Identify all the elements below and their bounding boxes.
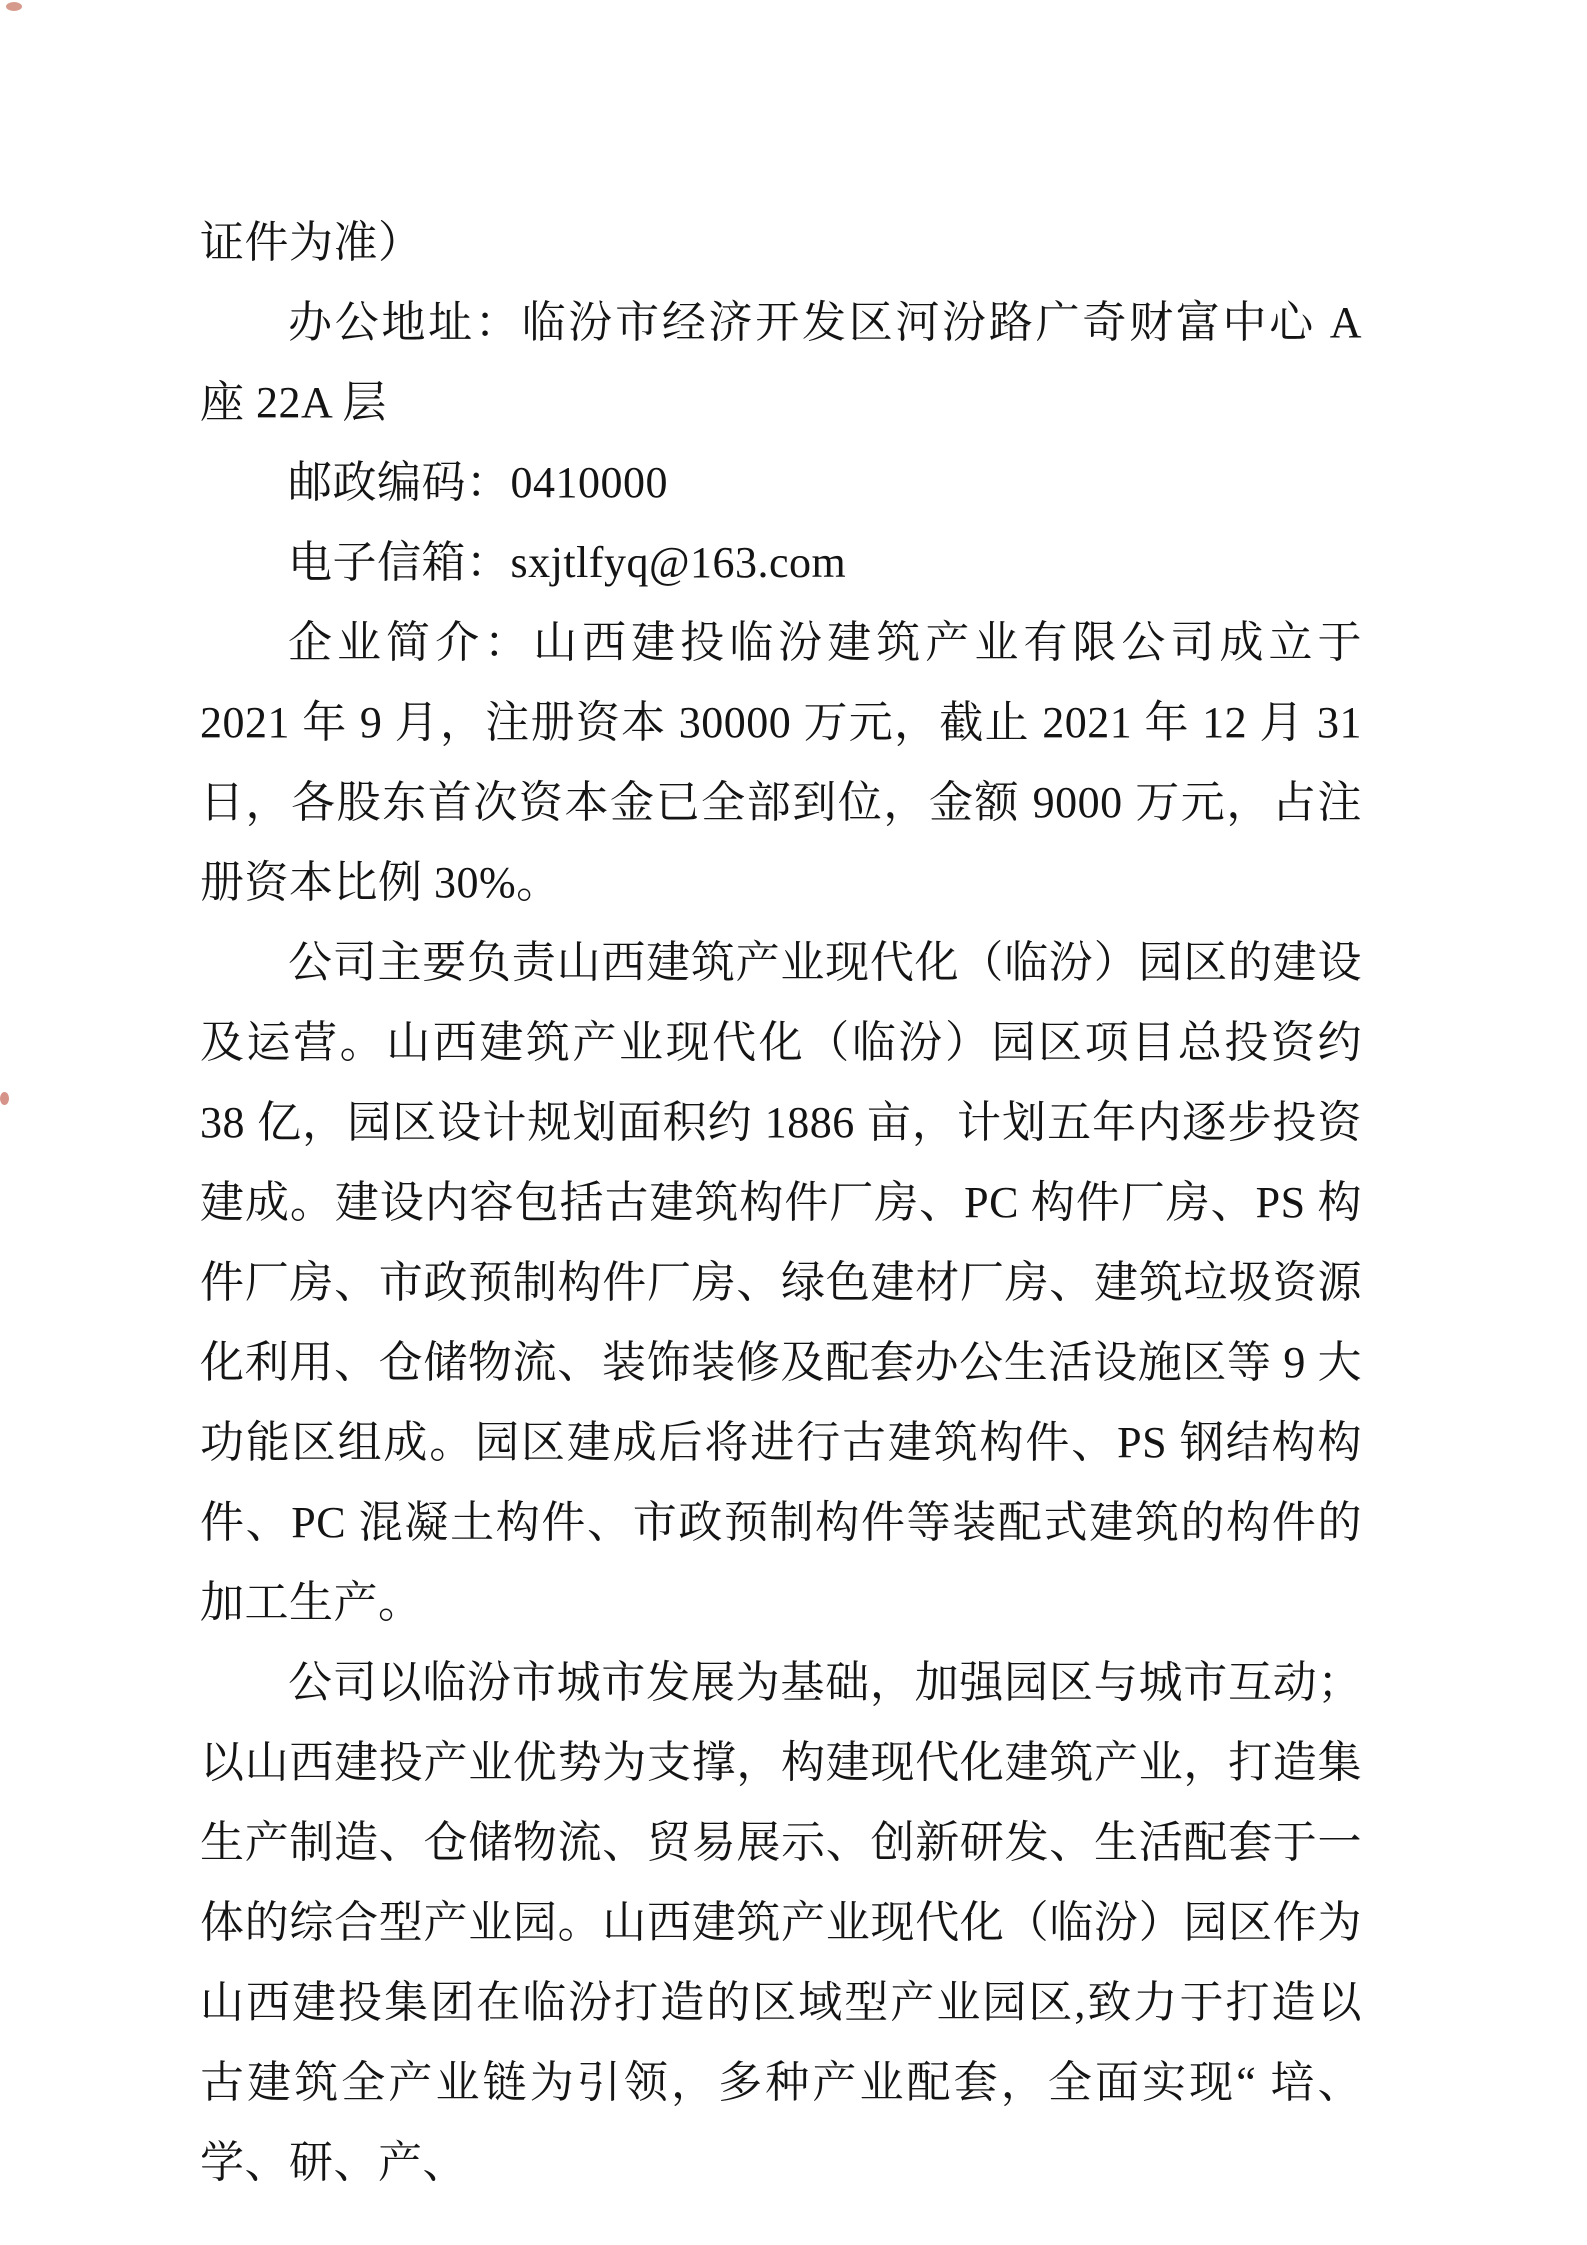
paragraph: 企业简介：山西建投临汾建筑产业有限公司成立于 2021 年 9 月，注册资本 30000 万元，截止 2021 年 12 月 31 日，各股东首次资本金已全部到位，金额 9000 万元，占注册资本比例 30%。 xyxy=(200,618,1362,907)
paragraph: 邮政编码：0410000 xyxy=(288,458,668,507)
paragraph: 证件为准） xyxy=(200,218,423,267)
scan-artifact-top-left xyxy=(6,2,22,11)
document-body xyxy=(200,203,1362,2203)
scan-artifact-left-edge xyxy=(0,1092,9,1105)
paragraph: 电子信箱：sxjtlfyq@163.com xyxy=(288,538,847,587)
paragraph: 公司主要负责山西建筑产业现代化（临汾）园区的建设及运营。山西建筑产业现代化（临汾）园区项目总投资约 38 亿，园区设计规划面积约 1886 亩，计划五年内逐步投资建成。建设内容包括古建筑构件厂房、PC 构件厂房、PS 构件厂房、市政预制构件厂房、绿色建材厂房、建筑垃圾资源化利用、仓储物流、装饰装修及配套办公生活设施区等 9 大功能区组成。园区建成后将进行古建筑构件、PS 钢结构构件、PC 混凝土构件、市政预制构件等装配式建筑的构件的加工生产。 xyxy=(200,938,1362,1627)
paragraph: 公司以临汾市城市发展为基础，加强园区与城市互动；以山西建投产业优势为支撑，构建现代化建筑产业，打造集生产制造、仓储物流、贸易展示、创新研发、生活配套于一体的综合型产业园。山西建筑产业现代化（临汾）园区作为山西建投集团在临汾打造的区域型产业园区,致力于打造以古建筑全产业链为引领，多种产业配套，全面实现“ 培、学、研、产、 xyxy=(200,1658,1362,2187)
paragraph: 办公地址：临汾市经济开发区河汾路广奇财富中心 A 座 22A 层 xyxy=(200,298,1362,427)
